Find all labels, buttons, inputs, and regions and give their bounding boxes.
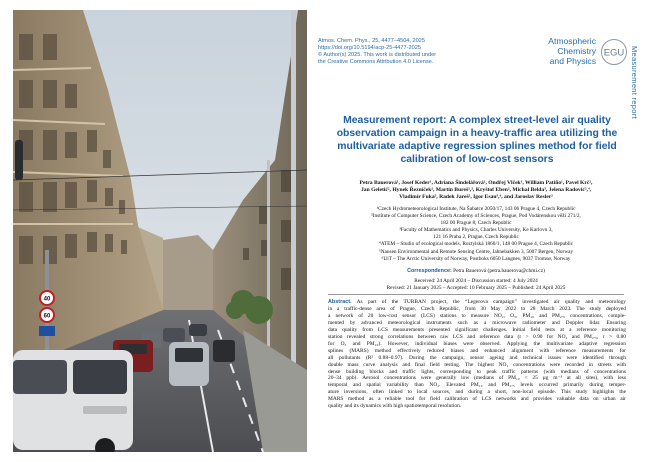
paper-title: Measurement report: A complex street-level air quality observation campaign in a heavy-traffic area utilizing the multivariate adaptive regression splines method for field calibration of low-cost sensors — [336, 115, 618, 165]
white-van — [13, 350, 133, 452]
cover-photo — [13, 10, 307, 452]
distant-buildings — [163, 235, 213, 310]
journal-citation-block — [318, 38, 508, 66]
article-type-label: Measurement report — [630, 46, 639, 119]
svg-text:40: 40 — [43, 296, 51, 303]
license-line: the Creative Commons Attribution 4.0 License. — [318, 59, 434, 65]
svg-text:60: 60 — [43, 313, 51, 320]
citation: Atmos. Chem. Phys., 25, 4477–4504, 2025 — [318, 38, 425, 44]
doi-link[interactable]: https://doi.org/10.5194/acp-25-4477-2025 — [318, 45, 421, 51]
abstract-label: Abstract. — [328, 299, 352, 305]
correspondence-email[interactable]: Petra Bauerová (petra.bauerova@chmi.cz) — [453, 268, 545, 274]
correspondence — [328, 268, 624, 274]
journal-name: Atmospheric Chemistry and Physics — [548, 36, 596, 66]
paper-first-page — [318, 10, 640, 452]
author-list: Petra Bauerová¹, Josef Keder¹, Adriana Šindelářová¹, Ondřej Vlček¹, William Patiño¹, Pavel Krč², Jan Geletič², Hynek Řezníček², Martin Bureš²,³, Kryštof Eben², Michal Belda³, Jelena Radović²,⁴, Vladimír Fuka³, Radek Jareš², Igor Esau⁵,⁶, and Jaroslav Resler² — [359, 180, 593, 201]
publication-dates: Received: 24 April 2024 – Discussion started: 4 July 2024 Revised: 21 January 2025 – Accepted: 10 February 2025 – Published: 24 April 2025 — [386, 278, 566, 292]
divider — [328, 294, 624, 295]
correspondence-label: Correspondence: — [407, 268, 452, 274]
copyright-line: © Author(s) 2025. This work is distributed under — [318, 52, 437, 58]
egu-logo-icon — [600, 38, 628, 66]
svg-text:EGU: EGU — [603, 47, 625, 59]
abstract: Abstract. As part of the TURBAN project, the “Legerova campaign” investigated air quality and meteorology in a traffic-dense area of Prague, Czech Republic, from 30 May 2022 to 28 March 2023. The study deployed a network of 20 low-cost sensor (LCS) stations to measure NO₂, O₃, PM₁₀ and PM₂.₅ concentrations, comple- mented by advanced meteorological instruments such as a microwave radiometer and Doppler lidar. Ensuring data quality from LCS measurements presented significant challenges. Initial field tests at a reference monitoring station revealed strong correlations between raw LCS and reference data (r > 0.90 for NO₂ and PM₂.₅, r > 0.80 for O₃ and PM₁₀). However, individual biases were observed. Applying the multivariate adaptive regression splines (MARS) method effectively reduced biases and enhanced alignment with reference measurements for all pollutants (R² 0.88–0.97). During the campaign, sensor ageing and technical issues were identified through double mass curve analysis and final field testing. The highest NO₂ concentrations were recorded in streets with dense building blocks and traffic lights, corresponding to peak traffic patterns (with medians of concentrations 20–34 ppb). Aerosol concentrations were generally low (medians of PM₁₀ < 25 µg m⁻³ at all sites), with less temporal and spatial variability than NO₂. Elevated PM₁₀ and PM₂.₅ levels occurred primarily during temper- ature inversions, often linked to local sources, and during a short, non-local episode. This study highlights the MARS method as a reliable tool for field calibration of LCS networks and provides valuable data on urban air quality and its dynamics with high spatiotemporal resolution. — [328, 299, 626, 410]
affiliations: ¹Czech Hydrometeorological Institute, Na Šabatce 2050/17, 143 06 Prague 4, Czech Republic ²Institute of Computer Science, Czech Academy of Sciences, Prague, Pod Vodárenskou věží 271/2, 182 00 Prague 8, Czech Republic ³Faculty of Mathematics and Physics, Charles University, Ke Karlovu 3, 121 16 Praha 2, Prague, Czech Republic ⁴ATEM – Studio of ecological models, Roztylská 1860/1, 148 00 Prague 4, Czech Republic ⁵Nansen Environmental and Remote Sensing Centre, Jahnebakken 3, 5007 Bergen, Norway ⁶UiT – The Arctic University of Norway, Postboks 6050 Langnes, 9037 Tromsø, Norway — [371, 206, 581, 262]
